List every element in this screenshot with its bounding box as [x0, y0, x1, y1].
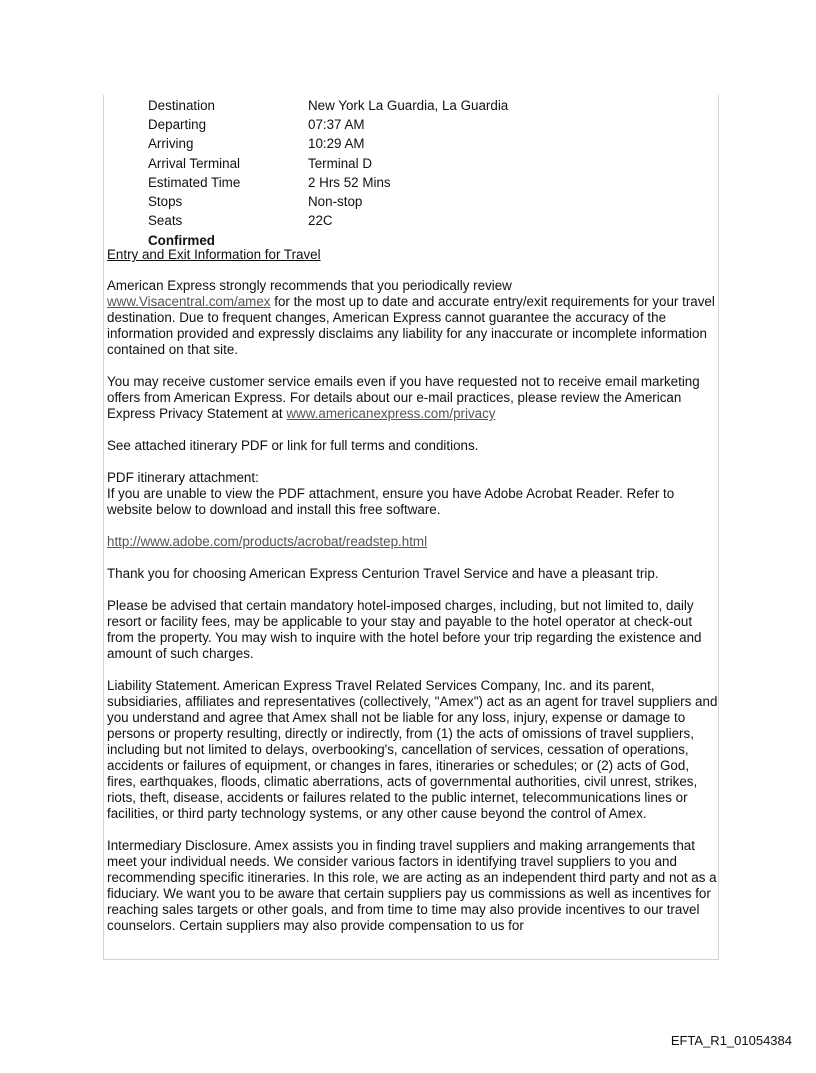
entry-exit-text-before: American Express strongly recommends that you periodically review: [107, 278, 512, 293]
visacentral-link[interactable]: www.Visacentral.com/amex: [107, 294, 271, 309]
pdf-text: If you are unable to view the PDF attachment, ensure you have Adobe Acrobat Reader. Refer to website below to download and install this free software.: [107, 486, 675, 517]
flight-row-arriving: [148, 135, 608, 154]
flight-label: Arrival Terminal: [148, 155, 241, 171]
thanks-paragraph: Thank you for choosing American Express Centurion Travel Service and have a pleasant trip.: [107, 566, 659, 581]
flight-value: 07:37 AM: [308, 116, 365, 132]
flight-value: New York La Guardia, La Guardia: [308, 97, 509, 113]
flight-value: 22C: [308, 213, 333, 229]
flight-value: Non-stop: [308, 194, 363, 210]
pdf-paragraph: [107, 470, 719, 518]
document-body: [107, 247, 719, 950]
flight-value: 2 Hrs 52 Mins: [308, 174, 391, 190]
document-id: EFTA_R1_01054384: [670, 1033, 792, 1048]
pdf-title: PDF itinerary attachment:: [107, 470, 259, 485]
flight-row-stops: [148, 192, 608, 211]
entry-exit-heading: Entry and Exit Information for Travel: [107, 247, 321, 262]
adobe-link[interactable]: http://www.adobe.com/products/acrobat/readstep.html: [107, 534, 428, 549]
flight-row-estimated-time: [148, 173, 608, 192]
entry-exit-paragraph: [107, 278, 719, 358]
flight-label: Stops: [148, 194, 183, 210]
flight-label: Destination: [148, 97, 215, 113]
privacy-link[interactable]: www.americanexpress.com/privacy: [286, 406, 496, 421]
flight-details-table: [148, 96, 608, 250]
intermediary-paragraph: Intermediary Disclosure. Amex assists you in finding travel suppliers and making arrangements that meet your individual needs. We consider various factors in identifying travel suppliers to you and recommending specific itineraries. In this role, we are acting as an independent third party and not as a fiduciary. We want you to be aware that certain suppliers pay us commissions as well as incentives for reaching sales targets or other goals, and from time to time may also provide incentives to our travel counselors. Certain suppliers may also provide compensation to us for: [107, 838, 717, 933]
flight-label: Arriving: [148, 136, 194, 152]
flight-label: Seats: [148, 213, 183, 229]
flight-row-seats: [148, 212, 608, 231]
flight-value: 10:29 AM: [308, 136, 365, 152]
itinerary-note: See attached itinerary PDF or link for full terms and conditions.: [107, 438, 479, 453]
liability-paragraph: Liability Statement. American Express Travel Related Services Company, Inc. and its parent, subsidiaries, affiliates and representatives (collectively, "Amex") act as an agent for travel suppliers and you understand and agree that Amex shall not be liable for any loss, injury, expense or damage to persons or property resulting, directly or indirectly, from (1) the acts of omissions of travel suppliers, including but not limited to delays, overbooking's, cancellation of services, cessation of operations, accidents or failures of equipment, or changes in fares, itineraries or schedules; or (2) acts of God, fires, earthquakes, floods, climatic aberrations, acts of governmental authorities, civil unrest, strikes, riots, theft, disease, accidents or failures related to the public internet, telecommunications lines or facilities, or third party technology systems, or any other cause beyond the control of Amex.: [107, 678, 718, 821]
entry-exit-text-after: for the most up to date and accurate entry/exit requirements for your travel destination. Due to frequent changes, American Express cannot guarantee the accuracy of the information provided and expressly disclaims any liability for any inaccurate or incomplete information contained on that site.: [107, 294, 715, 357]
flight-value: Terminal D: [308, 155, 372, 171]
adobe-link-paragraph: [107, 534, 719, 550]
flight-row-destination: [148, 96, 608, 115]
flight-row-arrival-terminal: [148, 154, 608, 173]
flight-row-departing: [148, 115, 608, 134]
flight-label: Estimated Time: [148, 174, 241, 190]
flight-label: Departing: [148, 116, 207, 132]
booking-status: Confirmed: [148, 233, 215, 249]
hotel-notice-paragraph: Please be advised that certain mandatory hotel-imposed charges, including, but not limited to, daily resort or facility fees, may be applicable to your stay and payable to the hotel operator at check-out from the property. You may wish to inquire with the hotel before your trip regarding the existence and amount of such charges.: [107, 598, 702, 661]
marketing-text: You may receive customer service emails even if you have requested not to receive email marketing offers from American Express. For details about our e-mail practices, please review the American Express Privacy Statement at: [107, 374, 700, 421]
marketing-paragraph: [107, 374, 719, 422]
